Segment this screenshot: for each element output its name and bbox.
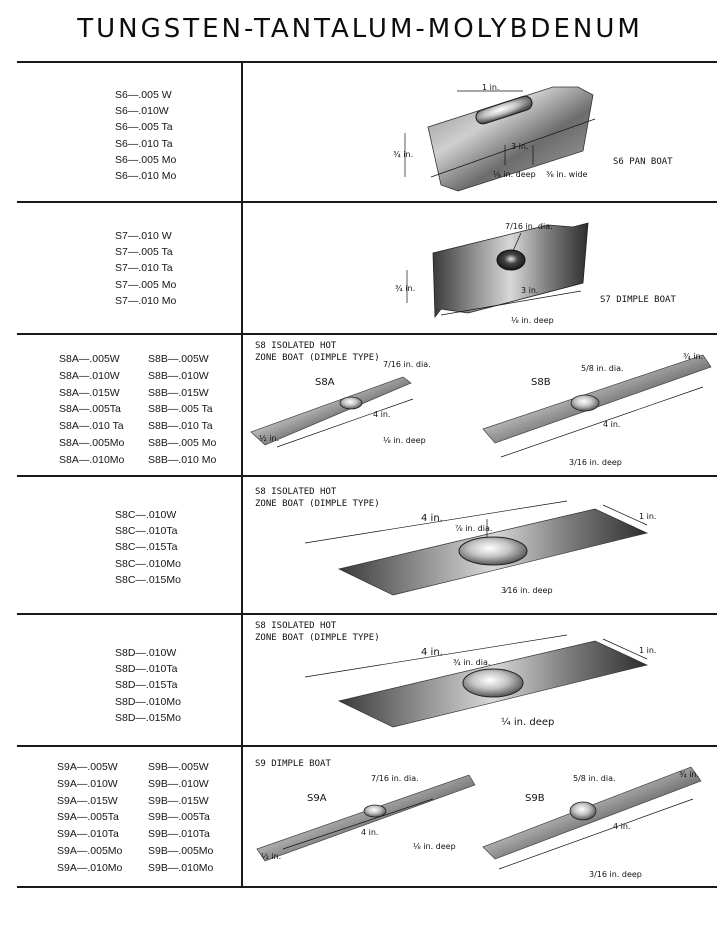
part-number: S9A—.005Ta bbox=[57, 811, 119, 824]
part-number: S9B—.010W bbox=[148, 777, 209, 790]
part-number: S8D—.015Ta bbox=[115, 679, 178, 692]
table-rule-bottom bbox=[17, 886, 717, 888]
part-number: S8B—.010 Ta bbox=[148, 420, 213, 433]
dimension-label: 4 in. bbox=[603, 420, 621, 429]
part-number: S8C—.015Ta bbox=[115, 541, 178, 554]
dimension-label: ⅛ in. deep bbox=[413, 842, 456, 851]
table-row bbox=[17, 477, 717, 613]
dimension-label: ¾ in. bbox=[395, 284, 416, 293]
dimple bbox=[459, 537, 527, 565]
part-number: S9B—.010Mo bbox=[148, 861, 214, 874]
part-number: S9A—.010W bbox=[57, 777, 118, 790]
dimple bbox=[364, 805, 386, 817]
part-number: S9A—.010Mo bbox=[57, 861, 123, 874]
dimension-label: 7/16 in. dia. bbox=[371, 774, 419, 783]
dimension-label: 3 in. bbox=[521, 286, 539, 295]
part-number: S8C—.010Ta bbox=[115, 525, 178, 538]
part-number: S6—.010 Ta bbox=[115, 137, 173, 150]
part-number: S9A—.005Mo bbox=[57, 844, 123, 857]
part-number: S8C—.010W bbox=[115, 509, 177, 521]
part-number: S8B—.015W bbox=[148, 386, 209, 399]
dimension-label: 7/16 in. dia. bbox=[383, 360, 431, 369]
part-number: S8B—.005 Ta bbox=[148, 403, 213, 416]
figure-caption: S8 ISOLATED HOT bbox=[255, 487, 337, 497]
part-number: S8D—.015Mo bbox=[115, 711, 181, 724]
dimension-label: 4 in. bbox=[421, 647, 443, 658]
dimension-label: ⅛ in. deep bbox=[383, 436, 426, 445]
part-number: S8A—.005W bbox=[59, 353, 120, 365]
part-number: S8B—.010 Mo bbox=[148, 453, 217, 466]
part-number: S6—.010W bbox=[115, 105, 169, 118]
part-number: S8A—.005Mo bbox=[59, 436, 125, 449]
dimension-label: 5/8 in. dia. bbox=[573, 774, 616, 783]
dimension-label: ½ in. bbox=[261, 852, 282, 861]
dimension-label: 1 in. bbox=[482, 83, 500, 92]
model-label: S9A bbox=[307, 793, 327, 804]
part-number: S8B—.010W bbox=[148, 369, 209, 382]
model-label: S8A bbox=[315, 377, 335, 388]
dimension-label: 7/16 in. dia. bbox=[505, 222, 553, 231]
part-number: S8B—.005W bbox=[148, 353, 209, 365]
dimension-label: 3⁄16 in. deep bbox=[501, 586, 553, 595]
figure-caption: S8 ISOLATED HOT bbox=[255, 621, 337, 631]
figure-caption: S6 PAN BOAT bbox=[613, 157, 673, 167]
dimension-label: 3/16 in. deep bbox=[589, 870, 642, 879]
table-row bbox=[17, 615, 717, 745]
dimple bbox=[497, 250, 525, 270]
part-number: S9A—.015W bbox=[57, 794, 118, 807]
dimension-label: ¾ in. bbox=[393, 150, 414, 159]
part-number: S6—.005 Ta bbox=[115, 121, 173, 134]
part-number: S9B—.005Mo bbox=[148, 844, 214, 857]
page-title: TUNGSTEN-TANTALUM-MOLYBDENUM bbox=[77, 14, 643, 44]
part-number: S7—.010 Mo bbox=[115, 294, 177, 307]
dimension-label: 1 in. bbox=[639, 512, 657, 521]
part-number: S8D—.010W bbox=[115, 647, 177, 659]
part-number: S6—.010 Mo bbox=[115, 170, 177, 183]
part-number: S7—.005 Ta bbox=[115, 246, 173, 259]
part-number: S8D—.010Mo bbox=[115, 695, 181, 708]
part-number: S8A—.010 Ta bbox=[59, 420, 124, 433]
model-label: S9B bbox=[525, 793, 545, 804]
part-number: S8A—.005Ta bbox=[59, 403, 121, 416]
part-number: S9B—.010Ta bbox=[148, 828, 210, 841]
dimension-label: ¼ in. deep bbox=[501, 717, 555, 728]
dimension-label: 1 in. bbox=[639, 646, 657, 655]
dimension-label: ¾ in. bbox=[679, 770, 700, 779]
part-number: S9B—.015W bbox=[148, 794, 209, 807]
dimension-label: 4 in. bbox=[421, 513, 443, 524]
part-number: S7—.005 Mo bbox=[115, 278, 177, 291]
s8d-dimple-boat-figure bbox=[243, 617, 713, 743]
part-number: S9B—.005W bbox=[148, 761, 209, 773]
part-number: S8A—.015W bbox=[59, 386, 120, 399]
dimension-label: 3/16 in. deep bbox=[569, 458, 622, 467]
dimple bbox=[571, 395, 599, 411]
part-number-list-b bbox=[148, 351, 216, 469]
s9-dimple-boat-figure bbox=[243, 749, 713, 884]
part-number-list bbox=[115, 645, 225, 726]
part-number: S8C—.015Mo bbox=[115, 573, 181, 586]
dimension-label: 4 in. bbox=[361, 828, 379, 837]
part-number-list bbox=[115, 507, 225, 588]
dimple bbox=[463, 669, 523, 697]
dimension-label: ¾ in. dia. bbox=[453, 658, 491, 667]
part-number-list-a bbox=[59, 351, 124, 469]
pan-boat-figure bbox=[243, 65, 713, 199]
dimple-boat-figure bbox=[243, 205, 713, 331]
dimple bbox=[340, 397, 362, 409]
part-number: S8A—.010W bbox=[59, 369, 120, 382]
part-number: S8C—.010Mo bbox=[115, 557, 181, 570]
dimension-label: 5/8 in. dia. bbox=[581, 364, 624, 373]
table-row bbox=[17, 63, 717, 201]
part-number-list bbox=[115, 87, 225, 184]
part-number: S7—.010 Ta bbox=[115, 262, 173, 275]
dimension-label: ¾ in. bbox=[683, 352, 704, 361]
table-row bbox=[17, 747, 717, 886]
dimension-label: 3 in. bbox=[511, 142, 529, 151]
dimension-label: ½ in. bbox=[259, 434, 280, 443]
part-number: S7—.010 W bbox=[115, 230, 172, 242]
dimple bbox=[570, 802, 596, 820]
part-number: S6—.005 Mo bbox=[115, 153, 177, 166]
figure-caption: ZONE BOAT (DIMPLE TYPE) bbox=[255, 499, 380, 509]
dimension-label: ⅜ in. wide bbox=[546, 170, 588, 179]
part-number: S9A—.010Ta bbox=[57, 828, 119, 841]
part-number: S9A—.005W bbox=[57, 761, 118, 773]
dimension-label: ⅞ in. dia. bbox=[455, 524, 493, 533]
s8-dimple-boat-figure bbox=[243, 337, 713, 473]
dimension-label: ⅛ in. deep bbox=[493, 170, 536, 179]
part-number: S9B—.005Ta bbox=[148, 811, 210, 824]
part-number-list-a bbox=[57, 759, 122, 877]
part-number: S8A—.010Mo bbox=[59, 453, 125, 466]
figure-caption: ZONE BOAT (DIMPLE TYPE) bbox=[255, 633, 380, 643]
part-number: S6—.005 W bbox=[115, 89, 172, 101]
dimension-label: 4 in. bbox=[613, 822, 631, 831]
figure-caption: S7 DIMPLE BOAT bbox=[600, 295, 676, 305]
model-label: S8B bbox=[531, 377, 551, 388]
figure-caption: ZONE BOAT (DIMPLE TYPE) bbox=[255, 353, 380, 363]
dimension-label: ⅛ in. deep bbox=[511, 316, 554, 325]
table-row bbox=[17, 335, 717, 475]
part-number: S8B—.005 Mo bbox=[148, 436, 217, 449]
figure-caption: S9 DIMPLE BOAT bbox=[255, 759, 331, 769]
figure-caption: S8 ISOLATED HOT bbox=[255, 341, 337, 351]
part-number-list bbox=[115, 228, 225, 309]
part-number-list-b bbox=[148, 759, 213, 877]
part-number: S8D—.010Ta bbox=[115, 663, 178, 676]
s8c-dimple-boat-figure bbox=[243, 479, 713, 611]
table-row bbox=[17, 203, 717, 333]
dimension-label: 4 in. bbox=[373, 410, 391, 419]
